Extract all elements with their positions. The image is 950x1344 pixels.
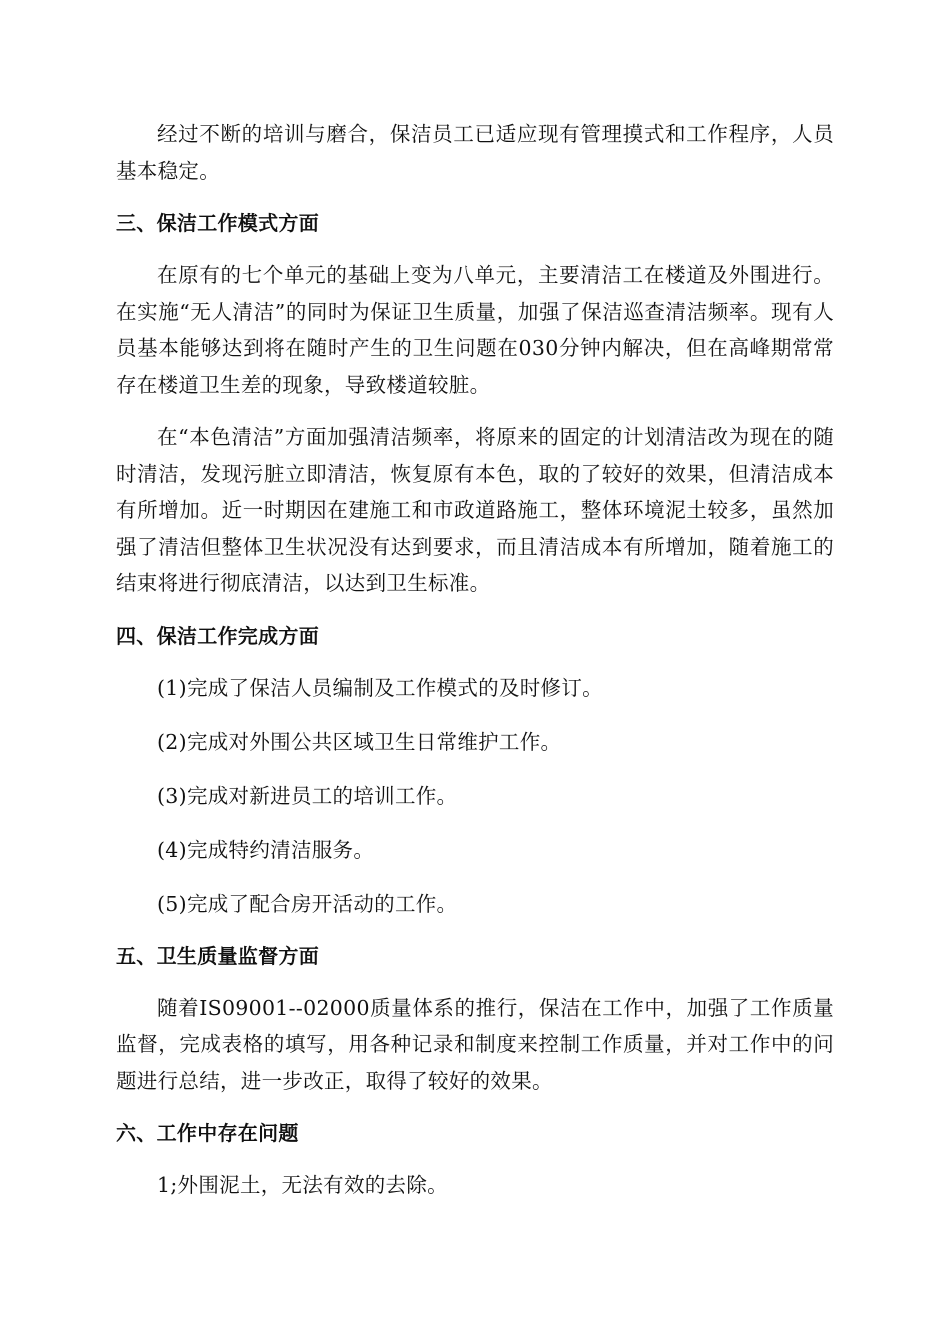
- section-heading-5: 五、卫生质量监督方面: [116, 943, 319, 968]
- spacer: [116, 922, 834, 938]
- spacer: [116, 1151, 834, 1167]
- section-heading-3: 三、保洁工作模式方面: [116, 211, 319, 235]
- section-6-paragraph-1: 1;外围泥土，无法有效的去除。: [157, 1173, 448, 1197]
- list-item: (2)完成对外围公共区域卫生日常维护工作。: [157, 729, 562, 754]
- spacer: [116, 760, 834, 778]
- list-item: (4)完成特约清洁服务。: [157, 837, 375, 862]
- spacer: [116, 706, 834, 724]
- spacer: [116, 403, 834, 419]
- spacer: [116, 974, 834, 990]
- spacer: [116, 241, 834, 257]
- spacer: [116, 602, 834, 618]
- section-3-paragraph-1: 在原有的七个单元的基础上变为八单元，主要清洁工在楼道及外围进行。在实施“无人清洁”的同时为保证卫生质量，加强了保洁巡查清洁频率。现有人员基本能够达到将在随时产生的卫生问题在030分钟内解决，但在高峰期常常存在楼道卫生差的现象，导致楼道较脏。: [116, 263, 834, 397]
- list-item: (1)完成了保洁人员编制及工作模式的及时修订。: [157, 675, 603, 700]
- section-heading-6: 六、工作中存在问题: [116, 1121, 299, 1145]
- section-5-paragraph-1: 随着IS09001--02000质量体系的推行，保洁在工作中，加强了工作质量监督，完成表格的填写，用各种记录和制度来控制工作质量，并对工作中的问题进行总结，进一步改正，取得了较好的效果。: [116, 995, 834, 1093]
- spacer: [116, 654, 834, 670]
- spacer: [116, 814, 834, 832]
- section-heading-4: 四、保洁工作完成方面: [116, 623, 319, 648]
- list-item: (3)完成对新进员工的培训工作。: [157, 783, 458, 808]
- spacer: [116, 1099, 834, 1115]
- section-3-paragraph-2: 在“本色清洁”方面加强清洁频率，将原来的固定的计划清洁改为现在的随时清洁，发现污脏立即清洁，恢复原有本色，取的了较好的效果，但清洁成本有所增加。近一时期因在建施工和市政道路施工，整体环境泥土较多，虽然加强了清洁但整体卫生状况没有达到要求，而且清洁成本有所增加，随着施工的结束将进行彻底清洁，以达到卫生标准。: [116, 425, 834, 595]
- list-item: (5)完成了配合房开活动的工作。: [157, 891, 458, 916]
- intro-paragraph: 经过不断的培训与磨合，保洁员工已适应现有管理摸式和工作程序，人员基本稳定。: [116, 122, 834, 183]
- spacer: [116, 189, 834, 205]
- spacer: [116, 868, 834, 886]
